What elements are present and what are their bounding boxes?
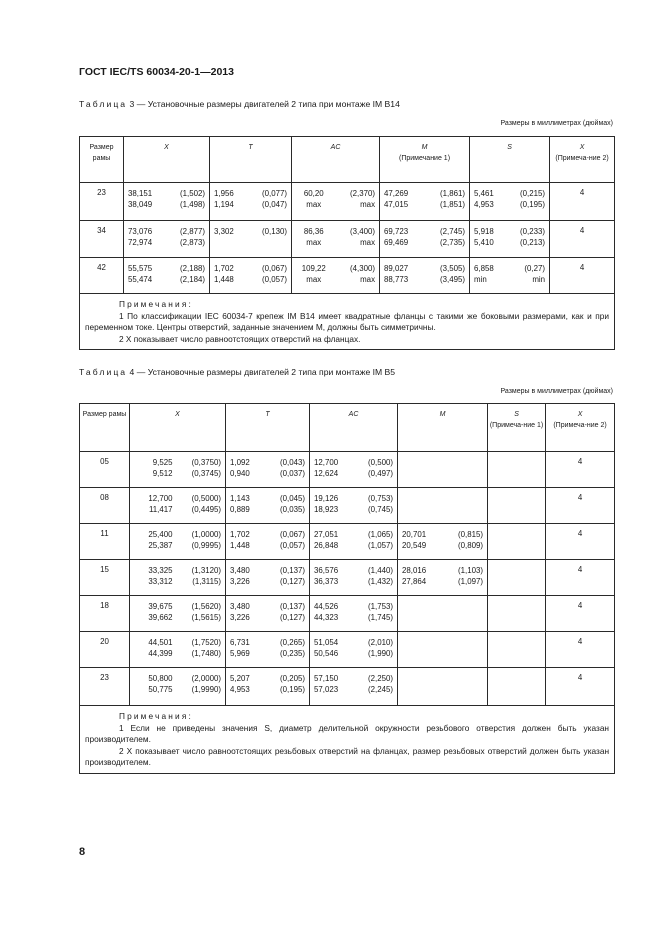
- value-mm: 86,36 max: [292, 221, 336, 258]
- table-row: [80, 221, 615, 258]
- hole-count: 4: [550, 221, 615, 258]
- value-mm: 60,20 max: [292, 183, 336, 221]
- table3-notes: [80, 294, 615, 350]
- s-value: [488, 488, 546, 524]
- value-inch: (1,861) (1,851): [424, 183, 470, 221]
- value-inch: (2,250) (2,245): [356, 668, 398, 706]
- table4-header-m: M: [398, 404, 488, 452]
- value-inch: (0,045) (0,035): [266, 488, 310, 524]
- value-mm: 33,325 33,312: [130, 560, 176, 596]
- value-mm: [398, 488, 444, 524]
- table-row: [80, 596, 615, 632]
- value-mm: 28,016 27,864: [398, 560, 444, 596]
- value-mm: 38,151 38,049: [124, 183, 168, 221]
- value-mm: 9,525 9,512: [130, 452, 176, 488]
- value-mm: 6,731 5,969: [226, 632, 266, 668]
- table4-header-s: S (Примеча-ние 1): [488, 404, 546, 452]
- value-inch: (2,370) max: [336, 183, 380, 221]
- value-mm: [398, 668, 444, 706]
- value-inch: (0,215) (0,195): [508, 183, 550, 221]
- frame-size: 18: [80, 596, 130, 632]
- s-value: [488, 668, 546, 706]
- table3-header-ac: AC: [292, 137, 380, 183]
- value-mm: 50,800 50,775: [130, 668, 176, 706]
- value-mm: 69,723 69,469: [380, 221, 424, 258]
- value-mm: 36,576 36,373: [310, 560, 356, 596]
- table4-notes: [80, 706, 615, 774]
- value-inch: (0,27) min: [508, 258, 550, 294]
- value-inch: (0,5000) (0,4495): [176, 488, 226, 524]
- notes-title: Примечания:: [119, 711, 193, 721]
- hole-count: 4: [546, 596, 615, 632]
- value-inch: (3,400) max: [336, 221, 380, 258]
- hole-count: 4: [550, 258, 615, 294]
- value-inch: (0,043) (0,037): [266, 452, 310, 488]
- s-value: [488, 452, 546, 488]
- table3-units-note: Размеры в миллиметрах (дюймах): [500, 120, 613, 127]
- table3-caption-text: 3 — Установочные размеры двигателей 2 типа при монтаже IM B14: [129, 99, 400, 109]
- table-row: [80, 668, 615, 706]
- value-mm: 47,269 47,015: [380, 183, 424, 221]
- s-value: [488, 524, 546, 560]
- value-mm: 51,054 50,546: [310, 632, 356, 668]
- value-inch: (0,233) (0,213): [508, 221, 550, 258]
- value-inch: (2,010) (1,990): [356, 632, 398, 668]
- value-mm: 20,701 20,549: [398, 524, 444, 560]
- table3-header-xcount: X (Примеча-ние 2): [550, 137, 615, 183]
- value-mm: 12,700 12,624: [310, 452, 356, 488]
- page-number: 8: [79, 846, 86, 858]
- value-mm: [398, 596, 444, 632]
- frame-size: 42: [80, 258, 124, 294]
- table-row: [80, 632, 615, 668]
- table3-caption: [79, 99, 400, 109]
- table4: [79, 403, 615, 774]
- value-mm: 1,143 0,889: [226, 488, 266, 524]
- value-mm: [398, 452, 444, 488]
- hole-count: 4: [546, 632, 615, 668]
- value-inch: [444, 632, 488, 668]
- table4-notes-row: [80, 706, 615, 774]
- value-mm: 44,526 44,323: [310, 596, 356, 632]
- value-inch: (0,137) (0,127): [266, 596, 310, 632]
- table3-header-x: X: [124, 137, 210, 183]
- frame-size: 15: [80, 560, 130, 596]
- table-row: [80, 183, 615, 221]
- table-row: [80, 560, 615, 596]
- table3-notes-row: [80, 294, 615, 350]
- table3: [79, 136, 615, 350]
- value-inch: (2,877) (2,873): [168, 221, 210, 258]
- value-mm: 12,700 11,417: [130, 488, 176, 524]
- s-value: [488, 632, 546, 668]
- frame-size: 11: [80, 524, 130, 560]
- table4-header-x: X: [130, 404, 226, 452]
- table4-header-row: [80, 404, 615, 452]
- frame-size: 23: [80, 183, 124, 221]
- note-1: 1 По классификации IEC 60034-7 крепеж IM B14 имеет квадратные фланцы с такими же боковыми размерами, как и при переменном токе. Центры отверстий, заданные значением M, должны быть симметричны.: [85, 310, 610, 332]
- table3-caption-label: Таблица: [79, 99, 128, 109]
- value-inch: (1,0000) (0,9995): [176, 524, 226, 560]
- table3-header-size: Размер рамы: [80, 137, 124, 183]
- value-inch: (0,500) (0,497): [356, 452, 398, 488]
- note-1: 1 Если не приведены значения S, диаметр делительной окружности резьбового отверстия должен быть указан производителем.: [85, 722, 610, 744]
- value-mm: [398, 632, 444, 668]
- value-inch: (1,7520) (1,7480): [176, 632, 226, 668]
- value-mm: 1,956 1,194: [210, 183, 250, 221]
- table3-header-s: S: [470, 137, 550, 183]
- notes-title: Примечания:: [119, 299, 193, 309]
- value-inch: (0,3750) (0,3745): [176, 452, 226, 488]
- value-mm: 3,480 3,226: [226, 560, 266, 596]
- value-inch: (2,188) (2,184): [168, 258, 210, 294]
- hole-count: 4: [550, 183, 615, 221]
- value-mm: 55,575 55,474: [124, 258, 168, 294]
- value-inch: (3,505) (3,495): [424, 258, 470, 294]
- hole-count: 4: [546, 560, 615, 596]
- value-mm: 1,702 1,448: [210, 258, 250, 294]
- value-mm: 44,501 44,399: [130, 632, 176, 668]
- frame-size: 23: [80, 668, 130, 706]
- frame-size: 20: [80, 632, 130, 668]
- hole-count: 4: [546, 452, 615, 488]
- value-mm: 5,461 4,953: [470, 183, 508, 221]
- value-inch: [444, 452, 488, 488]
- value-inch: (0,265) (0,235): [266, 632, 310, 668]
- table4-header-size: Размер рамы: [80, 404, 130, 452]
- value-inch: (0,067) (0,057): [266, 524, 310, 560]
- table4-header-ac: AC: [310, 404, 398, 452]
- value-mm: 25,400 25,387: [130, 524, 176, 560]
- value-mm: 3,302: [210, 221, 250, 258]
- value-inch: [444, 668, 488, 706]
- frame-size: 08: [80, 488, 130, 524]
- value-mm: 6,858 min: [470, 258, 508, 294]
- table4-units-note: Размеры в миллиметрах (дюймах): [500, 388, 613, 395]
- value-inch: (1,440) (1,432): [356, 560, 398, 596]
- note-2: 2 X показывает число равноотстоящих отверстий на фланцах.: [119, 333, 361, 344]
- value-inch: (1,753) (1,745): [356, 596, 398, 632]
- value-inch: (0,205) (0,195): [266, 668, 310, 706]
- value-inch: (0,753) (0,745): [356, 488, 398, 524]
- value-inch: (0,137) (0,127): [266, 560, 310, 596]
- value-inch: (2,745) (2,735): [424, 221, 470, 258]
- value-inch: [444, 488, 488, 524]
- value-inch: (0,815) (0,809): [444, 524, 488, 560]
- frame-size: 05: [80, 452, 130, 488]
- value-mm: 19,126 18,923: [310, 488, 356, 524]
- table-row: [80, 258, 615, 294]
- value-inch: (1,065) (1,057): [356, 524, 398, 560]
- value-mm: 1,702 1,448: [226, 524, 266, 560]
- table-row: [80, 488, 615, 524]
- value-mm: 1,092 0,940: [226, 452, 266, 488]
- table3-header-row: [80, 137, 615, 183]
- table-row: [80, 452, 615, 488]
- hole-count: 4: [546, 668, 615, 706]
- document-header: ГОСТ IEC/TS 60034-20-1—2013: [79, 66, 234, 78]
- value-inch: (1,502) (1,498): [168, 183, 210, 221]
- value-mm: 27,051 26,848: [310, 524, 356, 560]
- value-inch: (0,077) (0,047): [250, 183, 292, 221]
- table4-caption-label: Таблица: [79, 367, 128, 377]
- table4-caption-text: 4 — Установочные размеры двигателей 2 типа при монтаже IM B5: [129, 367, 396, 377]
- frame-size: 34: [80, 221, 124, 258]
- table4-header-t: T: [226, 404, 310, 452]
- table-row: [80, 524, 615, 560]
- hole-count: 4: [546, 488, 615, 524]
- value-inch: (2,0000) (1,9990): [176, 668, 226, 706]
- table3-header-m: M (Примечание 1): [380, 137, 470, 183]
- table4-caption: [79, 367, 395, 377]
- value-mm: 89,027 88,773: [380, 258, 424, 294]
- value-mm: 109,22 max: [292, 258, 336, 294]
- value-inch: (1,5620) (1,5615): [176, 596, 226, 632]
- value-mm: 39,675 39,662: [130, 596, 176, 632]
- s-value: [488, 560, 546, 596]
- s-value: [488, 596, 546, 632]
- value-inch: (1,3120) (1,3115): [176, 560, 226, 596]
- table4-header-xcount: X (Примеча-ние 2): [546, 404, 615, 452]
- value-mm: 5,918 5,410: [470, 221, 508, 258]
- table3-header-t: T: [210, 137, 292, 183]
- hole-count: 4: [546, 524, 615, 560]
- value-inch: (4,300) max: [336, 258, 380, 294]
- value-inch: [444, 596, 488, 632]
- value-inch: (0,067) (0,057): [250, 258, 292, 294]
- value-mm: 73,076 72,974: [124, 221, 168, 258]
- value-mm: 5,207 4,953: [226, 668, 266, 706]
- value-mm: 57,150 57,023: [310, 668, 356, 706]
- value-inch: (0,130): [250, 221, 292, 258]
- note-2: 2 X показывает число равноотстоящих резьбовых отверстий на фланцах, размер резьбовых отверстий должен быть указан производителем.: [85, 745, 610, 767]
- value-mm: 3,480 3,226: [226, 596, 266, 632]
- value-inch: (1,103) (1,097): [444, 560, 488, 596]
